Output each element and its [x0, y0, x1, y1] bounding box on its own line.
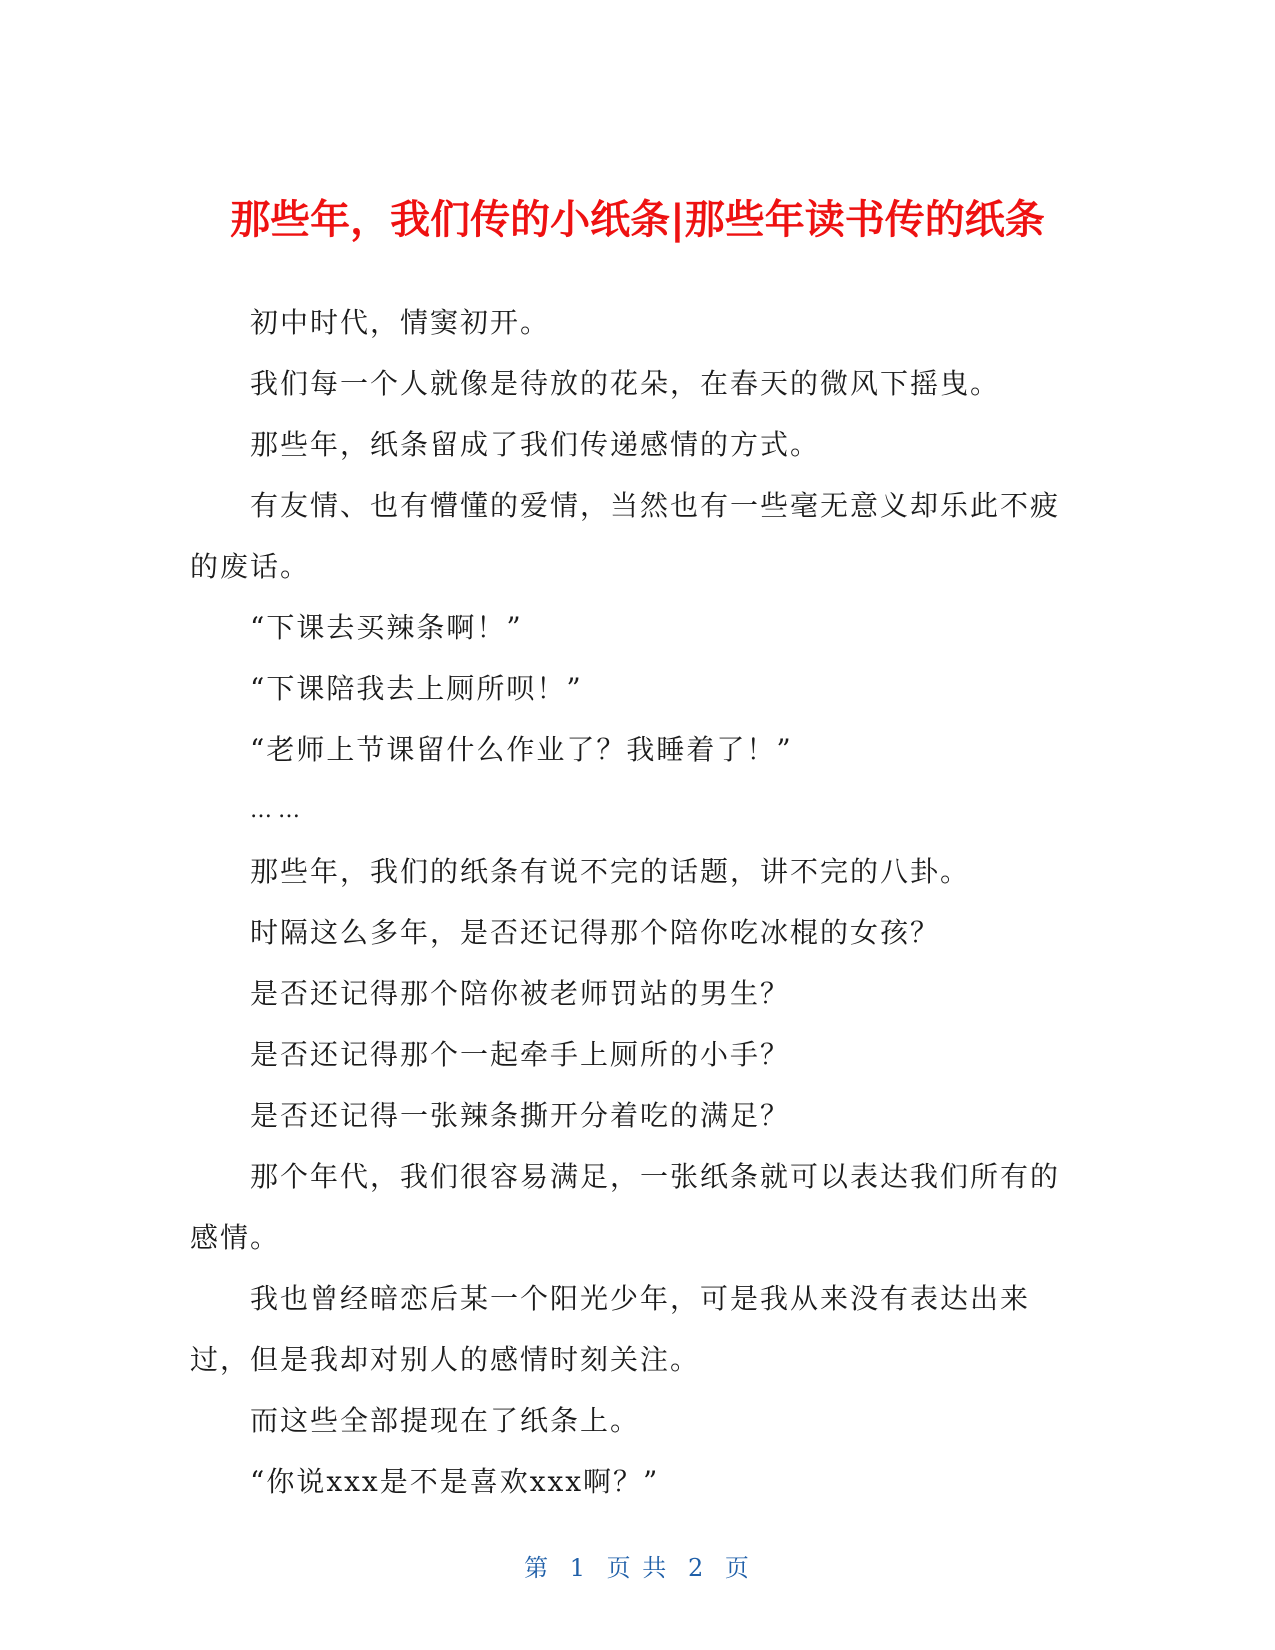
- quote-paragraph: “你说xxx是不是喜欢xxx啊？”: [250, 1465, 660, 1498]
- page-label-suffix: 页: [724, 1554, 751, 1582]
- quote-paragraph: “下课陪我去上厕所呗！”: [250, 672, 583, 705]
- page-label-mid: 页 共: [606, 1554, 669, 1582]
- ellipsis-paragraph: ……: [250, 798, 306, 823]
- quote-paragraph: “下课去买辣条啊！”: [250, 611, 523, 644]
- paragraph: 那个年代，我们很容易满足，一张纸条就可以表达我们所有的感情。: [190, 1160, 1061, 1254]
- paragraph: 是否还记得一张辣条撕开分着吃的满足？: [250, 1099, 791, 1132]
- paragraph: 那些年，我们的纸条有说不完的话题，讲不完的八卦。: [250, 855, 971, 888]
- paragraph: 而这些全部提现在了纸条上。: [250, 1404, 641, 1437]
- total-pages-number: 2: [687, 1554, 706, 1582]
- quote-paragraph: “老师上节课留什么作业了？我睡着了！”: [250, 733, 793, 766]
- paragraph: 我也曾经暗恋后某一个阳光少年，可是我从来没有表达出来过，但是我却对别人的感情时刻关注。: [190, 1282, 1031, 1376]
- paragraph: 时隔这么多年，是否还记得那个陪你吃冰棍的女孩？: [250, 916, 941, 949]
- document-title: 那些年，我们传的小纸条|那些年读书传的纸条: [230, 196, 1045, 243]
- paragraph: 初中时代，情窦初开。: [250, 306, 551, 339]
- paragraph: 是否还记得那个一起牵手上厕所的小手？: [250, 1038, 791, 1071]
- paragraph: 那些年，纸条留成了我们传递感情的方式。: [250, 428, 821, 461]
- page-label-prefix: 第: [524, 1554, 551, 1582]
- paragraph: 有友情、也有懵懂的爱情，当然也有一些毫无意义却乐此不疲的废话。: [190, 489, 1061, 583]
- paragraph: 我们每一个人就像是待放的花朵，在春天的微风下摇曳。: [250, 367, 1001, 400]
- current-page-number: 1: [569, 1554, 588, 1582]
- page-footer: [0, 1548, 1275, 1583]
- document-body: [190, 292, 1070, 1512]
- paragraph: 是否还记得那个陪你被老师罚站的男生？: [250, 977, 791, 1010]
